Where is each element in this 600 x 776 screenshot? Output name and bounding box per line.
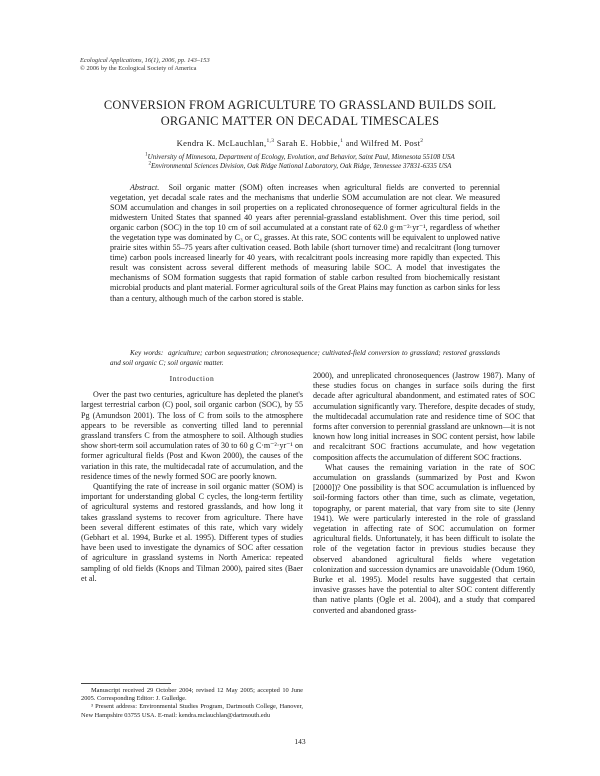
footnote-present-address: ³ Present address: Environmental Studies Program, Dartmouth College, Hanover, New Hampshire 03755 USA. E-mail: kendra.mclauchlan@dartmouth.edu xyxy=(81,703,303,719)
affiliation-2-superscript: 2 xyxy=(148,161,152,167)
page-number: 143 xyxy=(294,737,306,746)
abstract-label: Abstract. xyxy=(130,183,160,192)
copyright-line: © 2006 by the Ecological Society of America xyxy=(80,65,197,72)
abstract xyxy=(110,183,500,304)
right-column xyxy=(313,371,535,616)
affiliation-1-text: University of Minnesota, Department of Ecology, Evolution, and Behavior, Saint Paul, Minnesota 55108 USA xyxy=(147,153,455,161)
left-column xyxy=(81,371,303,584)
author-post: Wilfred M. Post xyxy=(360,138,421,148)
author-1-superscript: 1,3 xyxy=(266,138,275,145)
author-3-superscript: 2 xyxy=(420,138,424,145)
body-paragraph: Over the past two centuries, agriculture has depleted the planet's largest terrestrial carbon (C) pool, soil organic carbon (SOC), by 55 Pg (Amundson 2001). The loss of C from soils to the atmosphere appears to be reversible as converting tilled land to perennial grassland transfers C from the atmosphere to soil. Although studies show short-term soil accumulation rates of 30 to 60 g C·m⁻²·yr⁻¹ on former agricultural fields (Post and Kwon 2000), the causes of the variation in this rate, the multidecadal rate of accumulation, and the residence times of the newly formed SOC are poorly known. xyxy=(81,390,303,481)
keywords xyxy=(110,349,500,368)
title-line-2: ORGANIC MATTER ON DECADAL TIMESCALES xyxy=(160,114,440,128)
body-paragraph: Quantifying the rate of increase in soil organic matter (SOM) is important for understanding global C cycles, the long-term fertility of agricultural systems and restored grasslands, and how long it takes grassland systems to recover from agriculture. There have been several different estimates of this rate, which vary widely (Gebhart et al. 1994, Burke et al. 1995). Different types of studies have been used to investigate the dynamics of SOC after cessation of agriculture in grassland systems in North America: repeated sampling of old fields (Knops and Tilman 2000), paired sites (Baer et al. xyxy=(81,482,303,583)
keywords-text: agriculture; carbon sequestration; chronosequence; cultivated-field conversion to grassland; restored grasslands and soil organic C; soil organic matter. xyxy=(110,349,500,367)
footnote-rule xyxy=(81,683,171,684)
affiliations xyxy=(80,153,520,171)
article-title xyxy=(60,97,540,129)
affiliation-1-superscript: 1 xyxy=(145,152,148,158)
author-and: and xyxy=(345,139,359,148)
footnote-received: Manuscript received 29 October 2004; revised 12 May 2005; accepted 10 June 2005. Corresponding Editor: J. Gulledge. xyxy=(81,687,303,703)
body-paragraph: 2000), and unreplicated chronosequences (Jastrow 1987). Many of these studies focus on changes in surface soils during the first decade after agricultural abandonment, and estimated rates of SOC accumulation significantly vary. Therefore, despite decades of study, the multidecadal accumulation rate and residence time of SOC that forms after conversion to perennial grassland are unknown—it is not known how long initial increases in SOC content persist, how labile and recalcitrant SOC fractions accumulate, and how vegetation composition affects the accumulation of different SOC fractions. xyxy=(313,371,535,462)
affiliation-2 xyxy=(80,162,520,171)
author-hobbie: Sarah E. Hobbie, xyxy=(276,138,341,148)
affiliation-2-text: Environmental Sciences Division, Oak Ridge National Laboratory, Oak Ridge, Tennessee 37831-6335 USA xyxy=(151,162,452,171)
section-heading-introduction: Introduction xyxy=(169,374,215,383)
abstract-text: Soil organic matter (SOM) often increases when agricultural fields are converted to perennial vegetation, yet decadal scale rates and the mechanisms that underlie SOM accumulation are not clear. We measured SOM accumulation and changes in soil properties on a replicated chronosequence of former agricultural fields in the midwestern United States that spanned 40 years after perennial-grassland establishment. Over this time period, soil organic carbon (SOC) in the top 10 cm of soil accumulated at a constant rate of 62.0 g·m⁻²·yr⁻¹, regardless of whether the vegetation type was dominated by C₃ or C₄ grasses. At this rate, SOC contents will be equivalent to unplowed native prairie sites within 55–75 years after cultivation ceased. Both labile (short turnover time) and recalcitrant (long turnover time) carbon pools increased linearly for 40 years, with recalcitrant pools increasing more rapidly than expected. This result was consistent across several different methods of measuring labile SOC. A model that investigates the mechanisms of SOM formation suggests that rapid formation of stable carbon resulted from biochemically resistant microbial products and plant material. Former agricultural soils of the Great Plains may function as carbon sinks for less than a century, although much of the carbon stored is stable. xyxy=(110,183,500,303)
author-list xyxy=(60,138,540,149)
footnotes xyxy=(81,687,303,720)
keywords-paragraph xyxy=(110,349,500,368)
abstract-paragraph xyxy=(110,183,500,304)
journal-citation: Ecological Applications, 16(1), 2006, pp. 143–153 xyxy=(80,57,210,64)
body-paragraph: What causes the remaining variation in the rate of SOC accumulation on grasslands (summarized by Post and Kwon [2000])? One possibility is that SOC accumulation is influenced by soil-forming factors other than time, such as climate, vegetation, topography, or parent material, that vary from site to site (Jenny 1941). We were particularly interested in the role of grassland vegetation in affecting rate of SOC accumulation on former agricultural fields. Unfortunately, it has been difficult to isolate the role of the vegetation factor in previous studies because they observed abandoned agricultural fields where vegetation colonization and succession dynamics are unavoidable (Odum 1960, Burke et al. 1995). Model results have suggested that certain invasive grasses have the potential to alter SOC content differently than native plants (Ogle et al. 2004), and a study that compared converted and abandoned grass- xyxy=(313,462,535,615)
title-line-1: CONVERSION FROM AGRICULTURE TO GRASSLAND BUILDS SOIL xyxy=(103,98,497,112)
keywords-label: Key words: xyxy=(130,349,164,357)
journal-header xyxy=(80,57,380,73)
affiliation-1 xyxy=(80,153,520,162)
author-mclauchlan: Kendra K. McLauchlan, xyxy=(176,138,267,148)
author-2-superscript: 1 xyxy=(340,138,344,145)
